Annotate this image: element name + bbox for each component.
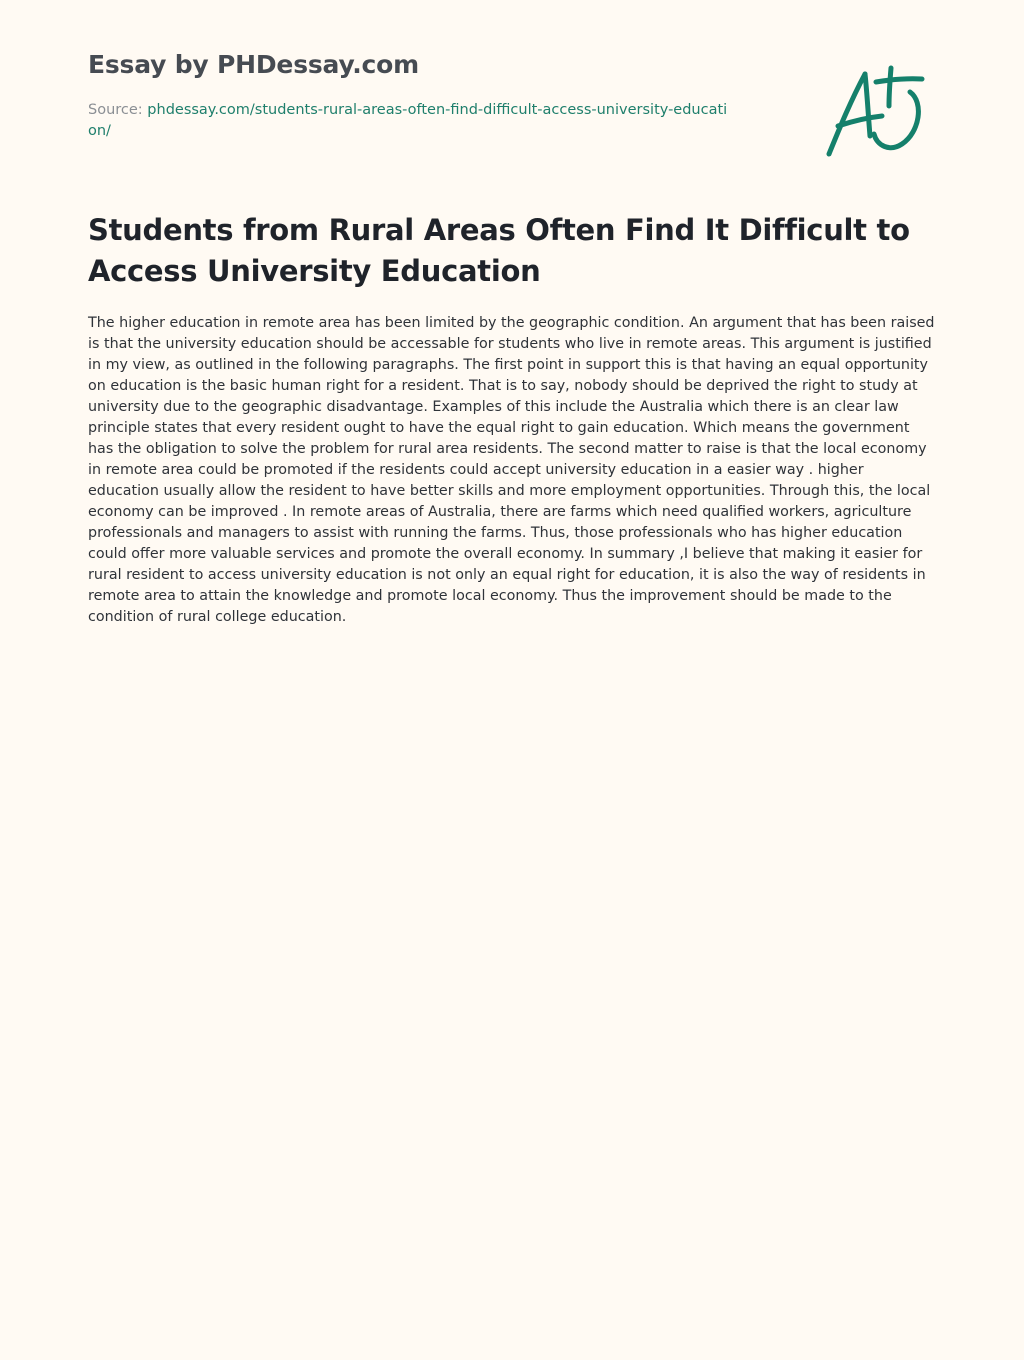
source-line [88,100,728,142]
a-plus-grade-icon [820,62,930,162]
site-brand: Essay by PHDessay.com [88,50,419,79]
source-label: Source: [88,102,148,118]
essay-body: The higher education in remote area has been limited by the geographic condition. An argument that has been raised is that the university education should be accessable for students who live in remote areas. This argument is justified in my view, as outlined in the following paragraphs. The first point in support this is that having an equal opportunity on education is the basic human right for a resident. That is to say, nobody should be deprived the right to study at university due to the geographic disadvantage. Examples of this include the Australia which there is an clear law principle states that every resident ought to have the equal right to gain education. Which means the government has the obligation to solve the problem for rural area residents. The second matter to raise is that the local economy in remote area could be promoted if the residents could accept university education in a easier way . higher education usually allow the resident to have better skills and more employment opportunities. Through this, the local economy can be improved . In remote areas of Australia, there are farms which need qualified workers, agriculture professionals and managers to assist with running the farms. Thus, those professionals who has higher education could offer more valuable services and promote the overall economy. In summary ,I believe that making it easier for rural resident to access university education is not only an equal right for education, it is also the way of residents in remote area to attain the knowledge and promote local economy. Thus the improvement should be made to the condition of rural college education. [88,315,935,625]
essay-title: Students from Rural Areas Often Find It Difficult to Access University Education [88,213,910,288]
source-link[interactable]: phdessay.com/students-rural-areas-often-find-difficult-access-university-education/ [88,102,728,139]
